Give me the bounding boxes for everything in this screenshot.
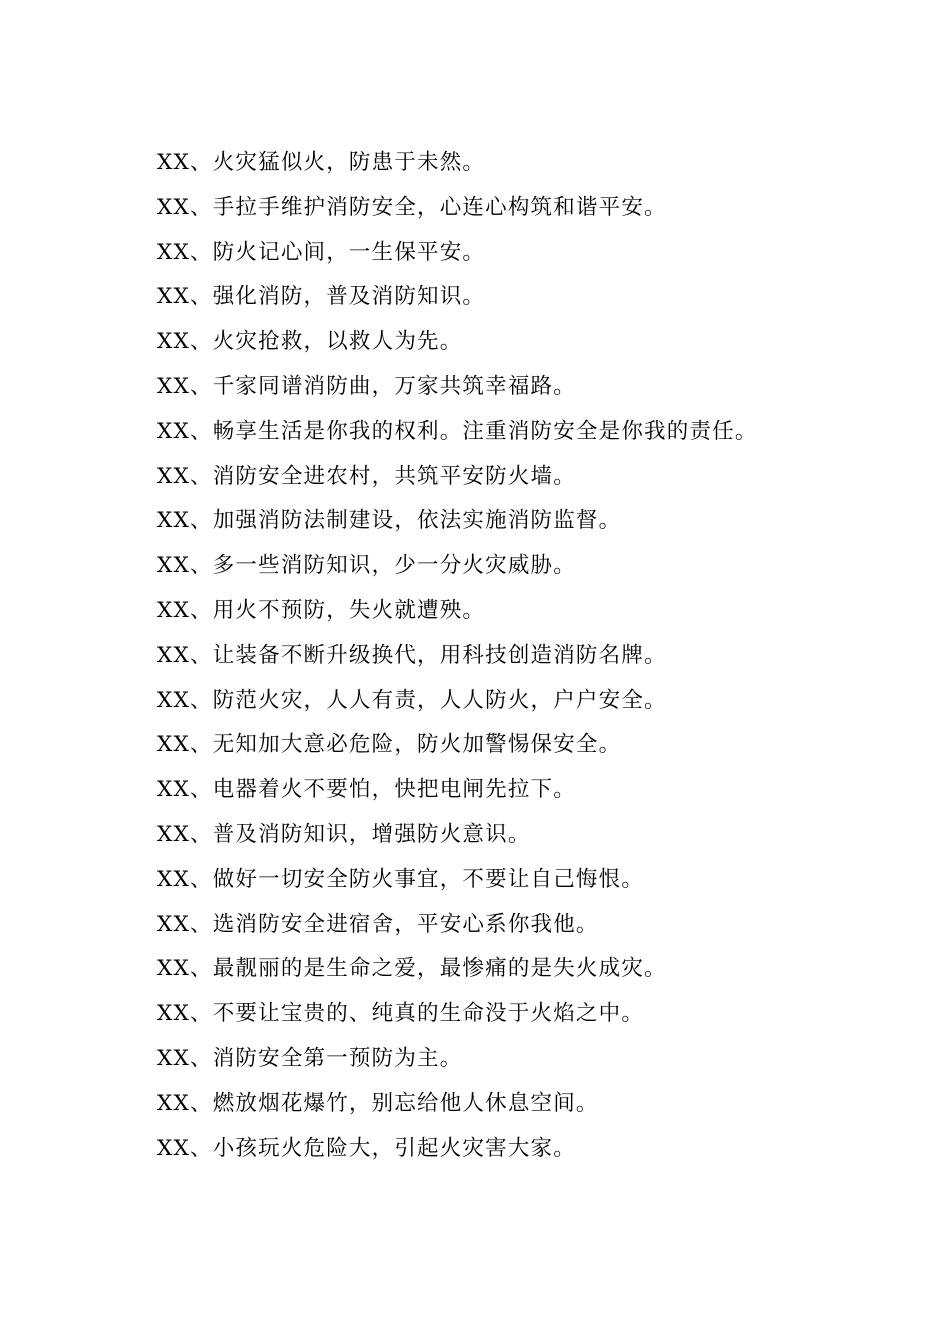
slogan-line: XX、千家同谱消防曲，万家共筑幸福路。 [157, 373, 576, 399]
slogan-line: XX、强化消防，普及消防知识。 [157, 284, 486, 310]
slogan-line: XX、畅享生活是你我的权利。注重消防安全是你我的责任。 [157, 418, 758, 444]
slogan-line: XX、小孩玩火危险大，引起火灾害大家。 [157, 1135, 576, 1161]
slogan-line: XX、燃放烟花爆竹，别忘给他人休息空间。 [157, 1090, 599, 1116]
slogan-line: XX、消防安全进农村，共筑平安防火墙。 [157, 463, 576, 489]
slogan-line: XX、最靓丽的是生命之爱，最惨痛的是失火成灾。 [157, 956, 667, 982]
slogan-line: XX、火灾猛似火，防患于未然。 [157, 150, 486, 175]
slogan-line: XX、防范火灾，人人有责，人人防火，户户安全。 [157, 687, 667, 713]
slogan-line: XX、做好一切安全防火事宜，不要让自己悔恨。 [157, 866, 645, 892]
slogan-line: XX、普及消防知识，增强防火意识。 [157, 821, 531, 847]
slogan-line: XX、不要让宝贵的、纯真的生命没于火焰之中。 [157, 1001, 645, 1027]
slogan-line: XX、用火不预防，失火就遭殃。 [157, 597, 486, 623]
slogan-line: XX、消防安全第一预防为主。 [157, 1045, 463, 1071]
slogan-line: XX、加强消防法制建设，依法实施消防监督。 [157, 508, 622, 534]
slogan-line: XX、无知加大意必危险，防火加警惕保安全。 [157, 732, 622, 758]
slogan-line: XX、让装备不断升级换代，用科技创造消防名牌。 [157, 642, 667, 668]
slogan-line: XX、火灾抢救，以救人为先。 [157, 329, 463, 355]
slogan-line: XX、选消防安全进宿舍，平安心系你我他。 [157, 911, 599, 937]
slogan-line: XX、防火记心间，一生保平安。 [157, 239, 486, 265]
slogan-line: XX、电器着火不要怕，快把电闸先拉下。 [157, 777, 576, 803]
slogan-list [157, 141, 857, 1171]
slogan-line: XX、手拉手维护消防安全，心连心构筑和谐平安。 [157, 194, 667, 220]
slogan-line: XX、多一些消防知识，少一分火灾威胁。 [157, 553, 576, 579]
